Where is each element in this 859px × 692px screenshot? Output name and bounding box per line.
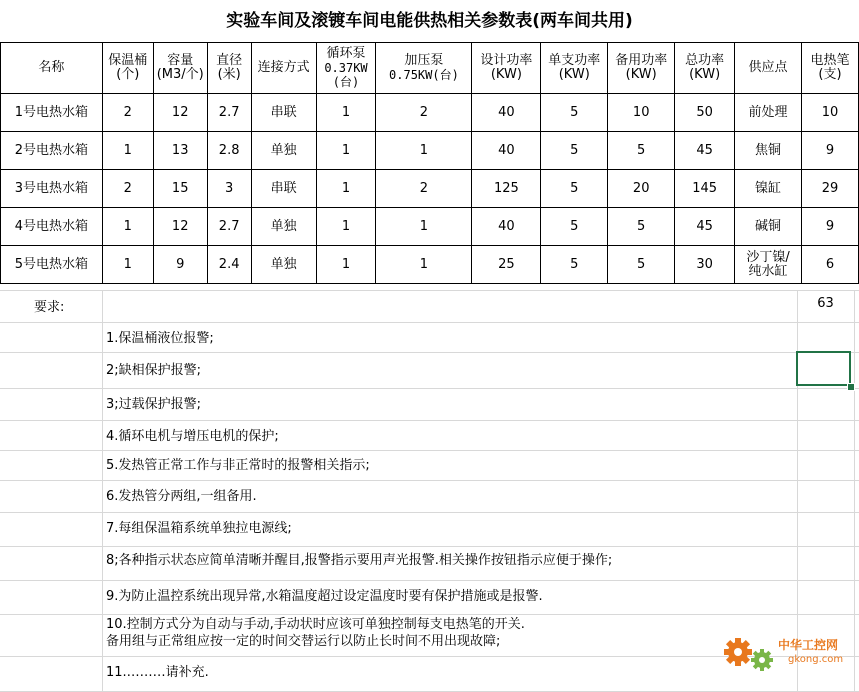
table-cell[interactable]: 1 (376, 132, 472, 170)
grid-line (0, 512, 859, 513)
table-cell[interactable]: 1 (102, 132, 153, 170)
table-cell[interactable]: 10 (801, 94, 858, 132)
grid-line (0, 352, 859, 353)
table-cell[interactable]: 碱铜 (735, 208, 802, 246)
table-cell[interactable]: 2 (376, 170, 472, 208)
table-cell[interactable]: 5 (608, 246, 675, 284)
table-cell[interactable]: 镍缸 (735, 170, 802, 208)
table-cell[interactable]: 串联 (251, 94, 316, 132)
table-cell[interactable]: 12 (153, 208, 207, 246)
table-cell[interactable]: 9 (153, 246, 207, 284)
header-text: 备用功率 (615, 53, 668, 68)
header-text: (KW) (490, 67, 522, 82)
table-cell[interactable]: 30 (675, 246, 735, 284)
header-cell[interactable] (608, 43, 675, 94)
header-cell[interactable] (801, 43, 858, 94)
table-cell[interactable]: 2 (102, 170, 153, 208)
header-text: (KW) (625, 67, 657, 82)
table-cell[interactable]: 25 (472, 246, 541, 284)
table-cell[interactable]: 5 (541, 132, 608, 170)
grid-line (0, 322, 859, 323)
table-cell[interactable]: 2.4 (207, 246, 251, 284)
table-cell[interactable]: 单独 (251, 246, 316, 284)
header-cell[interactable] (675, 43, 735, 94)
table-cell[interactable]: 6 (801, 246, 858, 284)
header-cell[interactable] (251, 43, 316, 94)
grid-line (0, 480, 859, 481)
table-row (1, 246, 859, 284)
requirement-item[interactable]: 8;各种指示状态应简单清晰并醒目,报警指示要用声光报警.相关操作按钮指示应便于操作; (106, 553, 613, 568)
header-text: 0.75KW(台) (389, 68, 459, 82)
table-cell[interactable]: 40 (472, 132, 541, 170)
header-cell[interactable] (472, 43, 541, 94)
header-text: 单支功率 (548, 53, 601, 68)
table-cell[interactable]: 5 (541, 94, 608, 132)
grid-line (0, 420, 859, 421)
table-cell[interactable]: 1 (316, 246, 376, 284)
table-row (1, 132, 859, 170)
requirement-item[interactable]: 2;缺相保护报警; (106, 363, 202, 378)
table-cell[interactable]: 焦铜 (735, 132, 802, 170)
grid-line (0, 546, 859, 547)
requirements-label: 要求: (34, 300, 65, 315)
grid-line (0, 580, 859, 581)
table-cell[interactable]: 1 (102, 246, 153, 284)
header-text: (米) (217, 67, 241, 82)
table-cell[interactable]: 5 (541, 208, 608, 246)
header-cell[interactable] (735, 43, 802, 94)
table-row (1, 208, 859, 246)
table-row (1, 170, 859, 208)
table-cell[interactable]: 2 (376, 94, 472, 132)
table-cell[interactable]: 5号电热水箱 (1, 246, 103, 284)
table-row (1, 94, 859, 132)
sheet-title: 实验车间及滚镀车间电能供热相关参数表(两车间共用) (226, 11, 633, 31)
header-text: (KW) (558, 67, 590, 82)
total-pens[interactable]: 63 (817, 296, 834, 311)
requirement-item[interactable]: 6.发热管分两组,一组备用. (106, 489, 257, 504)
watermark-name: 中华工控网 (778, 638, 839, 652)
parameter-table (0, 42, 859, 284)
table-cell[interactable]: 20 (608, 170, 675, 208)
table-cell[interactable]: 4号电热水箱 (1, 208, 103, 246)
table-cell[interactable]: 2.8 (207, 132, 251, 170)
table-cell[interactable]: 13 (153, 132, 207, 170)
table-cell[interactable]: 40 (472, 94, 541, 132)
header-text: (个) (116, 67, 140, 82)
header-cell[interactable] (316, 43, 376, 94)
header-text: 名称 (38, 60, 65, 75)
requirement-item[interactable]: 10.控制方式分为自动与手动,手动状时应该可单独控制每支电热笔的开关. 备用组与正常组应按一定的时间交替运行以防止长时间不用出现故障; (106, 617, 525, 649)
header-cell[interactable] (1, 43, 103, 94)
requirement-item[interactable]: 9.为防止温控系统出现异常,水箱温度超过设定温度时要有保护措施或是报警. (106, 589, 543, 604)
table-cell[interactable]: 2.7 (207, 208, 251, 246)
watermark-url: gkong.com (788, 654, 844, 665)
table-cell[interactable]: 沙丁镍/ 纯水缸 (735, 246, 802, 284)
table-cell[interactable]: 1 (376, 208, 472, 246)
table-cell[interactable]: 单独 (251, 208, 316, 246)
header-cell[interactable] (541, 43, 608, 94)
table-cell[interactable]: 1 (376, 246, 472, 284)
table-cell[interactable]: 5 (541, 246, 608, 284)
table-cell[interactable]: 单独 (251, 132, 316, 170)
table-cell[interactable]: 12 (153, 94, 207, 132)
header-text: 总功率 (685, 53, 725, 68)
grid-line (102, 290, 103, 691)
fill-handle[interactable] (847, 383, 855, 391)
grid-line (0, 388, 859, 389)
table-cell[interactable]: 9 (801, 132, 858, 170)
table-cell[interactable]: 5 (608, 208, 675, 246)
table-cell[interactable]: 1 (316, 132, 376, 170)
table-cell[interactable]: 1 (102, 208, 153, 246)
table-cell[interactable]: 1号电热水箱 (1, 94, 103, 132)
grid-line (0, 614, 859, 615)
table-cell[interactable]: 5 (608, 132, 675, 170)
header-text: (M3/个) (156, 67, 204, 82)
table-cell[interactable]: 125 (472, 170, 541, 208)
selected-cell[interactable] (796, 351, 851, 386)
table-cell[interactable]: 9 (801, 208, 858, 246)
header-text: 连接方式 (257, 60, 310, 75)
requirement-item[interactable]: 7.每组保温箱系统单独拉电源线; (106, 521, 292, 536)
header-cell[interactable] (207, 43, 251, 94)
header-text: 电热笔 (810, 53, 850, 68)
table-cell[interactable]: 3号电热水箱 (1, 170, 103, 208)
header-cell[interactable] (153, 43, 207, 94)
grid-line (0, 450, 859, 451)
header-cell[interactable] (376, 43, 472, 94)
table-cell[interactable]: 1 (316, 94, 376, 132)
header-text: (支) (818, 67, 842, 82)
table-cell[interactable]: 3 (207, 170, 251, 208)
header-text: (台) (332, 75, 360, 89)
table-cell[interactable]: 10 (608, 94, 675, 132)
table-cell[interactable]: 1 (316, 208, 376, 246)
table-cell[interactable]: 15 (153, 170, 207, 208)
table-cell[interactable]: 45 (675, 132, 735, 170)
header-text: 直径 (216, 53, 243, 68)
header-text: 保温桶 (108, 53, 148, 68)
header-cell[interactable] (102, 43, 153, 94)
table-cell[interactable]: 1 (316, 170, 376, 208)
table-cell[interactable]: 50 (675, 94, 735, 132)
table-cell[interactable]: 2.7 (207, 94, 251, 132)
requirement-item[interactable]: 1.保温桶液位报警; (106, 331, 214, 346)
requirement-item[interactable]: 5.发热管正常工作与非正常时的报警相关指示; (106, 458, 370, 473)
requirement-item[interactable]: 3;过载保护报警; (106, 397, 202, 412)
header-text: 设计功率 (480, 53, 533, 68)
table-cell[interactable]: 29 (801, 170, 858, 208)
table-cell[interactable]: 45 (675, 208, 735, 246)
requirement-item[interactable]: 4.循环电机与增压电机的保护; (106, 429, 279, 444)
header-text: 循环泵 (326, 46, 366, 61)
header-text: 容量 (167, 53, 194, 68)
table-cell[interactable]: 前处理 (735, 94, 802, 132)
table-cell[interactable]: 串联 (251, 170, 316, 208)
header-text: (KW) (689, 67, 721, 82)
table-cell[interactable]: 5 (541, 170, 608, 208)
requirement-item[interactable]: 11.………请补充. (106, 665, 209, 680)
header-text: 加压泵 (404, 53, 444, 68)
table-cell[interactable]: 2号电热水箱 (1, 132, 103, 170)
header-text: 0.37KW (324, 61, 368, 75)
table-cell[interactable]: 145 (675, 170, 735, 208)
table-cell[interactable]: 40 (472, 208, 541, 246)
table-cell[interactable]: 2 (102, 94, 153, 132)
grid-line (0, 290, 859, 291)
header-text: 供应点 (748, 60, 788, 75)
